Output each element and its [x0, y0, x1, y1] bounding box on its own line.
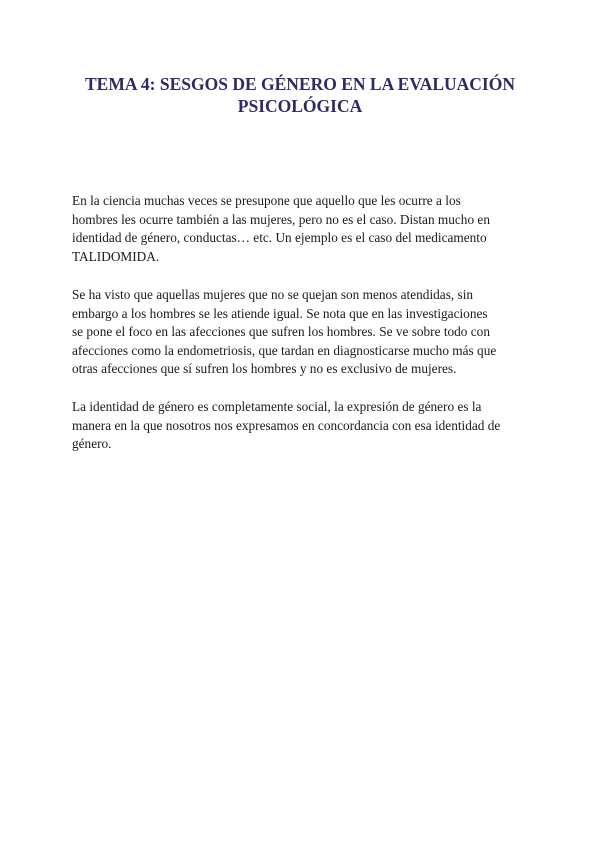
text-line: La identidad de género es completamente social, la expresión de género es la	[72, 399, 482, 414]
text-line: manera en la que nosotros nos expresamos en concordancia con esa identidad de	[72, 417, 501, 433]
text-line: En la ciencia muchas veces se presupone que aquello que les ocurre a los	[72, 193, 461, 208]
text-line: otras afecciones que sí sufren los hombres y no es exclusivo de mujeres.	[72, 361, 457, 376]
text-line: embargo a los hombres se les atiende igual. Se nota que en las investigaciones	[72, 305, 488, 321]
text-line: Se ha visto que aquellas mujeres que no se quejan son menos atendidas, sin	[72, 287, 474, 302]
text-line: hombres les ocurre también a las mujeres, pero no es el caso. Distan mucho en	[72, 211, 490, 227]
paragraph-2	[72, 286, 532, 379]
text-line: afecciones como la endometriosis, que tardan en diagnosticarse mucho más que	[72, 342, 497, 358]
text-line: identidad de género, conductas… etc. Un ejemplo es el caso del medicamento	[72, 230, 487, 245]
paragraph-1	[72, 192, 532, 266]
text-line: TALIDOMIDA.	[72, 248, 160, 264]
text-line: género.	[72, 436, 112, 451]
title-line: TEMA 4: SESGOS DE GÉNERO EN LA EVALUACIÓN	[85, 74, 515, 94]
page-title	[60, 73, 540, 117]
text-line: se pone el foco en las afecciones que sufren los hombres. Se ve sobre todo con	[72, 324, 490, 339]
paragraph-3	[72, 398, 532, 454]
title-line: PSICOLÓGICA	[237, 96, 363, 116]
